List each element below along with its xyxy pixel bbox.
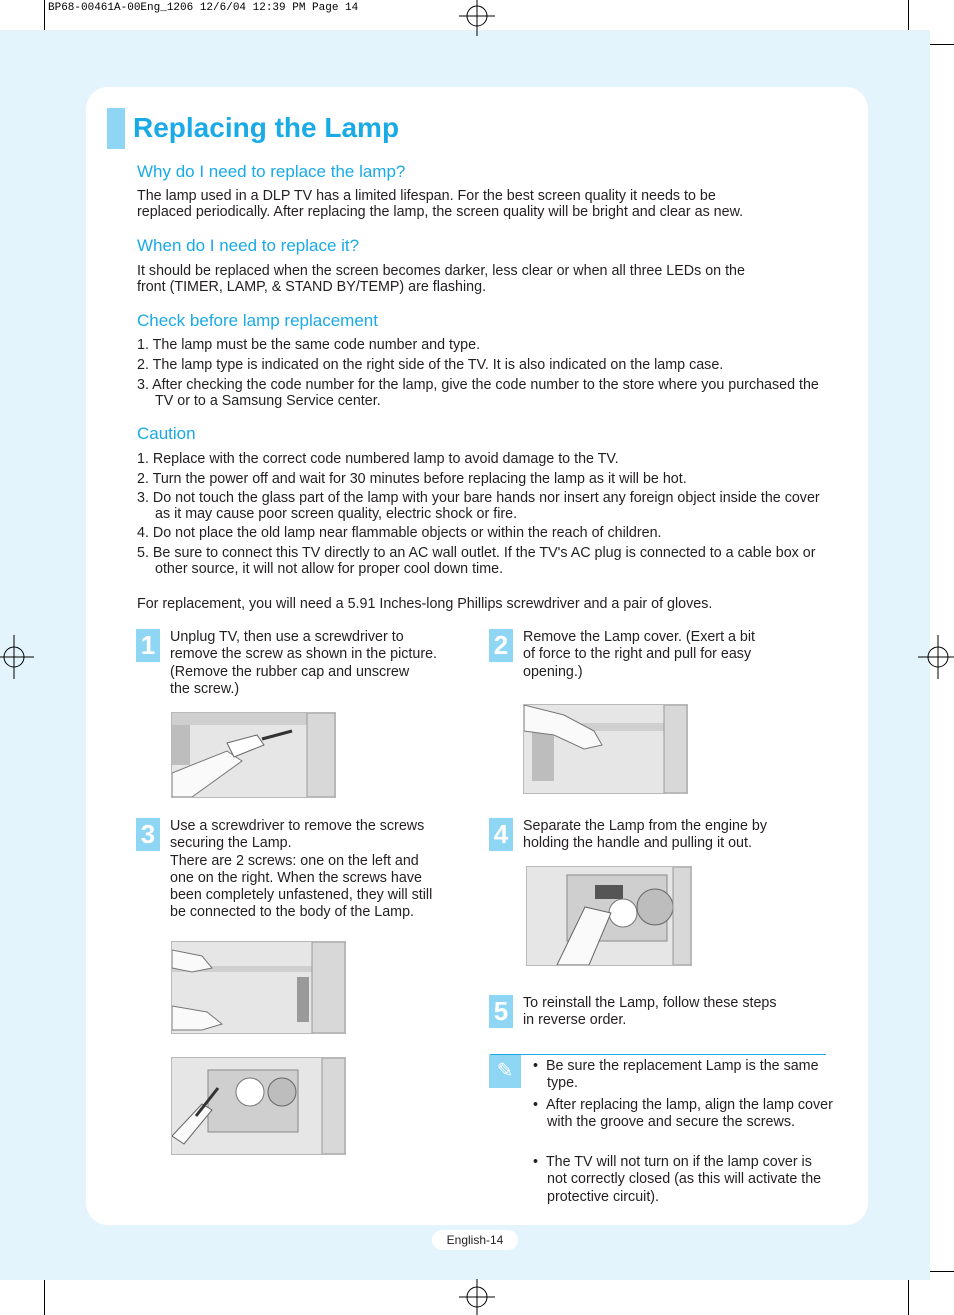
crosshair-icon bbox=[0, 635, 34, 679]
step-3-illustration-a bbox=[171, 941, 346, 1034]
list-item: 1. The lamp must be the same code number and type. bbox=[137, 337, 481, 353]
step-4-illustration bbox=[526, 866, 692, 966]
step-text-4: Separate the Lamp from the engine by holding the handle and pulling it out. bbox=[523, 818, 767, 852]
note-item: • Be sure the replacement Lamp is the same type. bbox=[533, 1058, 819, 1092]
list-item: 3. After checking the code number for the lamp, give the code number to the store where you purchased the TV or to a Samsung Service center. bbox=[137, 377, 819, 409]
text-line: replaced periodically. After replacing the lamp, the screen quality will be bright and clear as new. bbox=[137, 204, 744, 220]
note-item: • After replacing the lamp, align the lamp cover with the groove and secure the screws. bbox=[533, 1097, 833, 1131]
section-heading-caution: Caution bbox=[137, 424, 196, 443]
step-number-5: 5 bbox=[489, 995, 513, 1028]
replacement-note: For replacement, you will need a 5.91 Inches-long Phillips screwdriver and a pair of gloves. bbox=[137, 596, 713, 612]
section-heading-when: When do I need to replace it? bbox=[137, 236, 360, 255]
title-accent-bar bbox=[107, 108, 125, 149]
step-number-4: 4 bbox=[489, 818, 513, 851]
list-item: 4. Do not place the old lamp near flammable objects or within the reach of children. bbox=[137, 525, 662, 541]
page-number: English-14 bbox=[432, 1230, 518, 1250]
step-text-1: Unplug TV, then use a screwdriver to remove the screw as shown in the picture. (Remove the rubber cap and unscrew the screw.) bbox=[170, 629, 437, 697]
section-heading-check: Check before lamp replacement bbox=[137, 311, 378, 330]
section-heading-why: Why do I need to replace the lamp? bbox=[137, 162, 406, 181]
step-text-3: Use a screwdriver to remove the screws securing the Lamp. There are 2 screws: one on the left and one on the right. When the screws have been completely unfastened, they will still be connected to the body of the Lamp. bbox=[170, 818, 433, 921]
step-text-2: Remove the Lamp cover. (Exert a bit of force to the right and pull for easy opening.) bbox=[523, 629, 756, 680]
text-line: The lamp used in a DLP TV has a limited lifespan. For the best screen quality it needs to be bbox=[137, 188, 716, 204]
pencil-note-icon: ✎ bbox=[489, 1055, 521, 1088]
text-line: It should be replaced when the screen becomes darker, less clear or when all three LEDs on the bbox=[137, 263, 745, 279]
step-number-3: 3 bbox=[136, 818, 160, 851]
list-item: 3. Do not touch the glass part of the lamp with your bare hands nor insert any foreign object inside the cover as it may cause poor screen quality, electric shock or fire. bbox=[137, 490, 820, 522]
note-text: Be sure the replacement Lamp is the same type. bbox=[545, 1058, 819, 1092]
text-line: front (TIMER, LAMP, & STAND BY/TEMP) are flashing. bbox=[137, 279, 487, 295]
list-item: 2. The lamp type is indicated on the right side of the TV. It is also indicated on the lamp case. bbox=[137, 357, 724, 373]
step-2-illustration bbox=[523, 704, 688, 794]
step-number-1: 1 bbox=[136, 629, 160, 662]
note-divider bbox=[490, 1054, 826, 1055]
step-number-2: 2 bbox=[489, 629, 513, 662]
list-item: 2. Turn the power off and wait for 30 minutes before replacing the lamp as it will be hot. bbox=[137, 471, 687, 487]
crosshair-icon bbox=[455, 1279, 499, 1315]
page-title: Replacing the Lamp bbox=[133, 112, 400, 143]
note-item: • The TV will not turn on if the lamp cover is not correctly closed (as this will activate the protective circuit). bbox=[533, 1154, 822, 1205]
list-item: 5. Be sure to connect this TV directly to an AC wall outlet. If the TV's AC plug is connected to a cable box or other source, it will not allow for proper cool down time. bbox=[137, 545, 816, 577]
list-item: 1. Replace with the correct code numbered lamp to avoid damage to the TV. bbox=[137, 451, 619, 467]
step-3-illustration-b bbox=[171, 1057, 346, 1155]
print-slug: BP68-00461A-00Eng_1206 12/6/04 12:39 PM Page 14 bbox=[48, 2, 359, 14]
note-text: After replacing the lamp, align the lamp cover with the groove and secure the screws. bbox=[545, 1097, 833, 1131]
crosshair-icon bbox=[918, 635, 954, 679]
step-1-illustration bbox=[171, 712, 336, 798]
section-text-when bbox=[137, 263, 837, 295]
step-text-5: To reinstall the Lamp, follow these steps in reverse order. bbox=[523, 995, 777, 1029]
crosshair-icon bbox=[455, 0, 499, 36]
note-text: The TV will not turn on if the lamp cover is not correctly closed (as this will activate the protective circuit). bbox=[545, 1154, 822, 1205]
section-text-why bbox=[137, 188, 837, 220]
